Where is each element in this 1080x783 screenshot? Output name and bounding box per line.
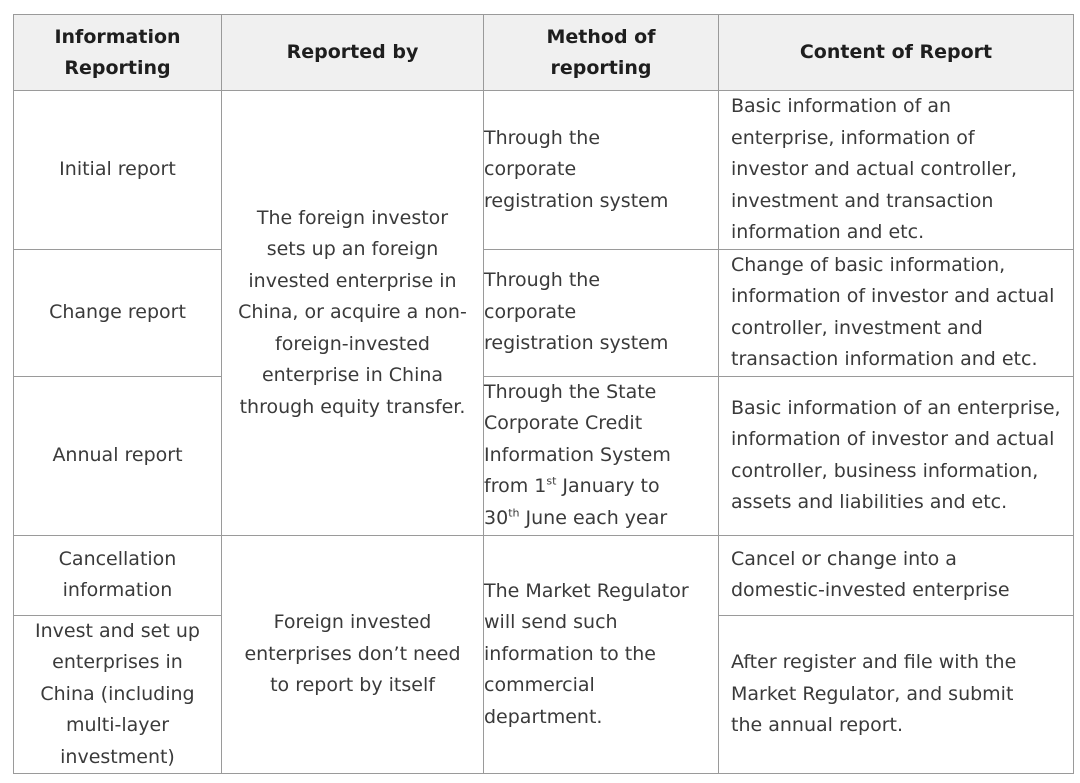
cell-cancellation-type bbox=[14, 535, 222, 615]
change-report-content: Change of basic information, information of investor and actual controller, investment and transaction information and etc. bbox=[731, 253, 1055, 370]
cell-annual-report-type bbox=[14, 376, 222, 535]
annual-report-type: Annual report bbox=[52, 443, 183, 466]
header-information-reporting-label: Information Reporting bbox=[54, 25, 181, 79]
initial-report-method: Through the corporate registration system bbox=[484, 126, 669, 212]
header-method-of-reporting-label: Method of reporting bbox=[546, 25, 656, 79]
cell-initial-report-type bbox=[14, 91, 222, 250]
reported-by-fie-text: Foreign invested enterprises don’t need to report by itself bbox=[244, 611, 461, 696]
cell-initial-report-content bbox=[719, 91, 1074, 250]
table-row-annual-report bbox=[14, 376, 1074, 535]
cancellation-type: Cancellation information bbox=[58, 547, 177, 601]
change-report-type: Change report bbox=[49, 300, 186, 323]
table-row-change-report bbox=[14, 249, 1074, 376]
initial-report-type: Initial report bbox=[59, 158, 176, 180]
annual-report-method-sup2: th bbox=[508, 506, 520, 520]
market-regulator-method: The Market Regulator will send such information to the commercial department. bbox=[484, 579, 689, 728]
table-row-initial-report bbox=[14, 91, 1074, 250]
cell-cancellation-content bbox=[719, 535, 1074, 615]
invest-setup-content: After register and file with the Market Regulator, and submit the annual report. bbox=[731, 651, 1017, 736]
change-report-method: Through the corporate registration system bbox=[484, 269, 669, 355]
header-reported-by-label: Reported by bbox=[286, 41, 419, 63]
annual-report-method bbox=[484, 377, 694, 535]
cell-annual-report-method bbox=[484, 376, 719, 535]
annual-report-method-part2: January to 30 bbox=[484, 475, 660, 529]
information-reporting-table bbox=[13, 14, 1074, 774]
cell-change-report-type bbox=[14, 249, 222, 376]
header-information-reporting bbox=[14, 15, 222, 91]
table-row-cancellation-information bbox=[14, 535, 1074, 615]
cell-reported-by-fie bbox=[222, 535, 484, 774]
header-reported-by bbox=[222, 15, 484, 91]
cancellation-content: Cancel or change into a domestic-invested enterprise bbox=[731, 547, 1010, 601]
annual-report-method-part1: Through the State Corporate Credit Information System from 1 bbox=[484, 380, 671, 498]
cell-invest-setup-content bbox=[719, 615, 1074, 774]
cell-change-report-method bbox=[484, 249, 719, 376]
annual-report-method-sup1: st bbox=[546, 474, 557, 488]
header-content-of-report bbox=[719, 15, 1074, 91]
cell-reported-by-foreign-investor bbox=[222, 91, 484, 536]
annual-report-method-part3: June each year bbox=[519, 506, 668, 529]
invest-setup-type: Invest and set up enterprises in China (including multi-layer investment) bbox=[35, 619, 200, 768]
header-content-of-report-label: Content of Report bbox=[799, 41, 993, 63]
cell-annual-report-content bbox=[719, 376, 1074, 535]
annual-report-content: Basic information of an enterprise, information of investor and actual controller, business information, assets and liabilities and etc. bbox=[731, 396, 1061, 513]
cell-change-report-content bbox=[719, 249, 1074, 376]
header-method-of-reporting bbox=[484, 15, 719, 91]
cell-market-regulator-method bbox=[484, 535, 719, 774]
initial-report-content: Basic information of an enterprise, information of investor and actual controller, investment and transaction information and etc. bbox=[731, 95, 1018, 243]
cell-initial-report-method bbox=[484, 91, 719, 250]
reported-by-foreign-investor-text: The foreign investor sets up an foreign invested enterprise in China, or acquire a non-foreign-invested enterprise in China through equity transfer. bbox=[238, 206, 467, 418]
cell-invest-setup-type bbox=[14, 615, 222, 774]
header-row bbox=[14, 15, 1074, 91]
